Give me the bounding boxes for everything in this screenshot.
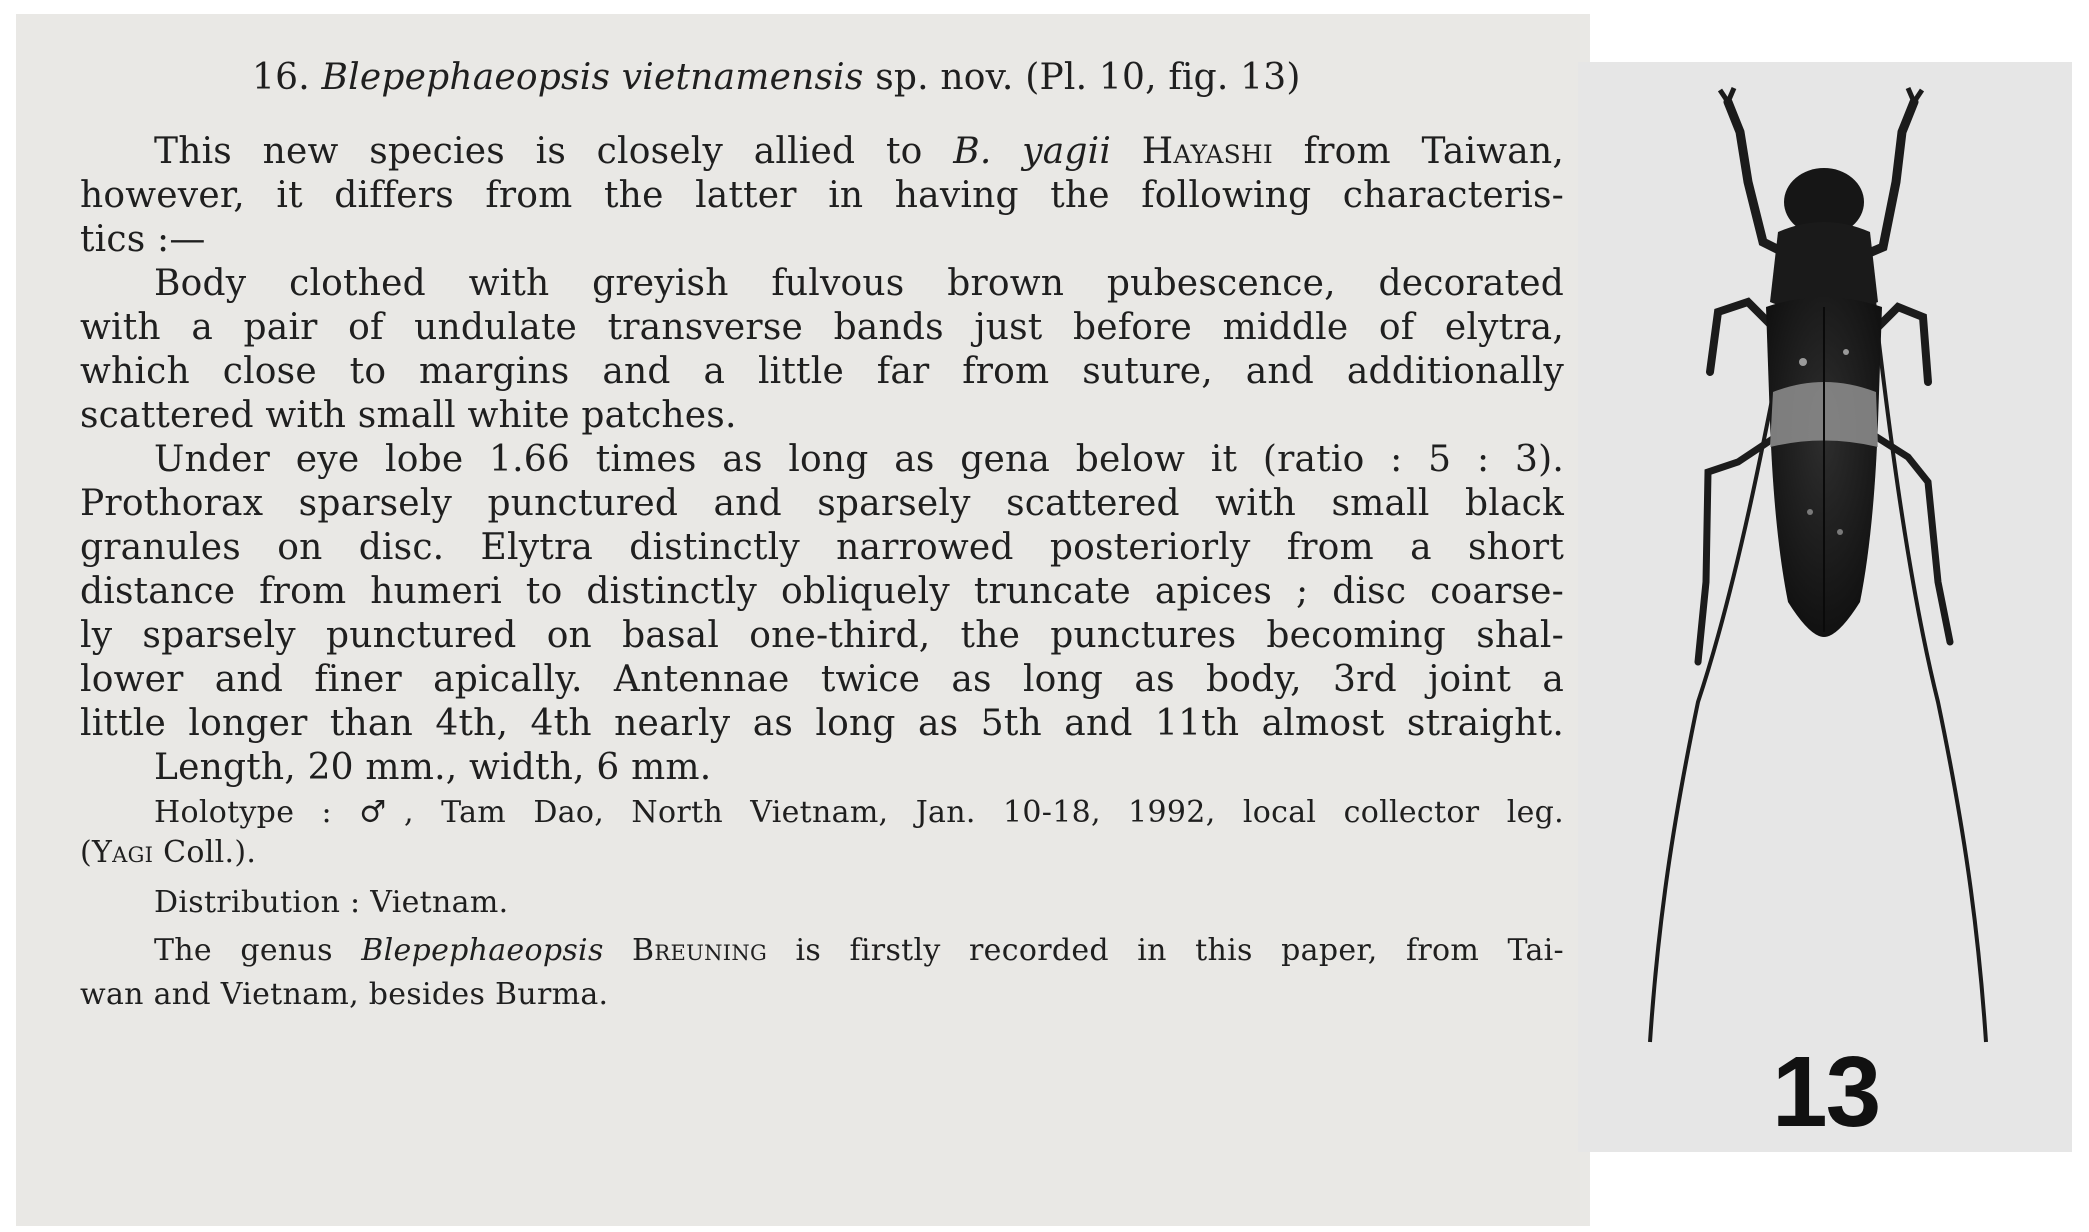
text-span: is firstly recorded in this paper, from Tai- [767, 933, 1564, 968]
paragraph3-line5: ly sparsely punctured on basal one-third, the punctures becoming shal- [80, 615, 1564, 656]
author-name: Hayashi [1141, 131, 1273, 172]
collector-name: Yagi [92, 835, 154, 870]
text-span: The genus [154, 933, 362, 968]
species-reference: B. yagii [953, 131, 1112, 172]
genus-note-line2: wan and Vietnam, besides Burma. [80, 977, 609, 1012]
text-span: from Taiwan, [1273, 131, 1564, 172]
heading-species-name: Blepephaeopsis vietnamensis [321, 57, 864, 98]
paragraph2-line3: which close to margins and a little far from suture, and additionally [80, 351, 1564, 392]
length-line: Length, 20 mm., width, 6 mm. [154, 747, 712, 788]
text-span: ( [80, 835, 93, 870]
holotype-line1: Holotype : ♂, Tam Dao, North Vietnam, Jan. 10-18, 1992, local collector leg. [154, 795, 1564, 830]
text-span: This new species is closely allied to [154, 131, 954, 172]
genus-note-line1 [154, 932, 1564, 970]
genus-name: Blepephaeopsis [361, 933, 604, 968]
text-page [16, 14, 1590, 1226]
heading-rest: sp. nov. (Pl. 10, fig. 13) [875, 57, 1301, 98]
figure-number: 13 [1772, 1036, 1880, 1148]
paragraph3-line4: distance from humeri to distinctly obliquely truncate apices ; disc coarse- [80, 571, 1564, 612]
paragraph3-line7: little longer than 4th, 4th nearly as long as 5th and 11th almost straight. [80, 703, 1564, 744]
specimen-plate [1578, 62, 2072, 1152]
text-span: Coll.). [153, 835, 257, 870]
paragraph2-line4: scattered with small white patches. [80, 395, 737, 436]
holotype-line2 [80, 834, 256, 872]
paragraph3-line6: lower and finer apically. Antennae twice as long as body, 3rd joint a [80, 659, 1564, 700]
paragraph1-line1 [154, 130, 1564, 174]
paragraph1-line3: tics :— [80, 219, 206, 260]
distribution-line: Distribution : Vietnam. [154, 885, 509, 920]
right-antenna [1873, 292, 1986, 1042]
paragraph3-line3: granules on disc. Elytra distinctly narrowed posteriorly from a short [80, 527, 1564, 568]
paragraph1-line2: however, it differs from the latter in having the following characteris- [80, 175, 1564, 216]
paragraph2-line1: Body clothed with greyish fulvous brown pubescence, decorated [154, 263, 1564, 304]
paragraph2-line2: with a pair of undulate transverse bands just before middle of elytra, [80, 307, 1564, 348]
paragraph3-line1: Under eye lobe 1.66 times as long as gena below it (ratio : 5 : 3). [154, 439, 1564, 480]
heading-number: 16. [252, 57, 310, 98]
paragraph3-line2: Prothorax sparsely punctured and sparsely scattered with small black [80, 483, 1564, 524]
author-name: Breuning [632, 933, 768, 968]
species-heading [252, 56, 1301, 100]
beetle-specimen-photo [1578, 62, 2072, 1152]
